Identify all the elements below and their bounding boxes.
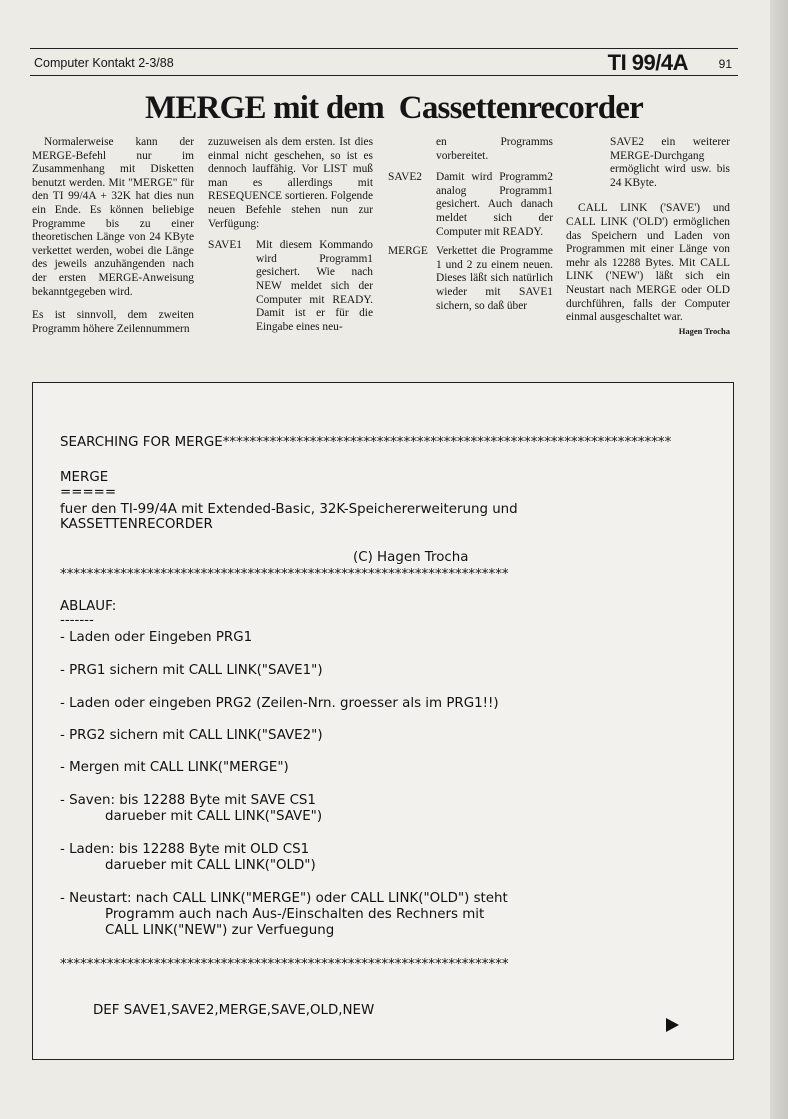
- listing-line: CALL LINK("NEW") zur Verfuegung: [105, 923, 335, 938]
- definition-term: SAVE2: [388, 171, 422, 184]
- def-line: DEF SAVE1,SAVE2,MERGE,SAVE,OLD,NEW: [93, 1003, 375, 1018]
- article-title: MERGE mit dem Cassettenrecorder: [145, 90, 643, 126]
- definition-text: Damit wird Programm2 analog Programm1 gesichert. Auch danach meldet sich der Computer mit READY.: [436, 171, 553, 238]
- listing-line: KASSETTENRECORDER: [60, 517, 213, 532]
- article-column-1: [32, 136, 194, 336]
- paragraph: en Programms vorbereitet.: [436, 136, 553, 162]
- listing-line: =====: [60, 485, 117, 500]
- listing-line: darueber mit CALL LINK("OLD"): [105, 858, 316, 873]
- copyright-line: (C) Hagen Trocha: [353, 550, 469, 565]
- listing-line: - PRG1 sichern mit CALL LINK("SAVE1"): [60, 663, 323, 678]
- article-column-3: [388, 136, 553, 313]
- article-column-4: [566, 136, 730, 338]
- definition-save2: [388, 171, 553, 239]
- definition-term: MERGE: [388, 245, 428, 258]
- definition-merge: [388, 245, 553, 313]
- listing-line: fuer den TI-99/4A mit Extended-Basic, 32K-Speichererweiterung und: [60, 502, 518, 517]
- paragraph: Es ist sinnvoll, dem zweiten Programm höhere Zeilennummern: [32, 309, 194, 335]
- listing-line: - Saven: bis 12288 Byte mit SAVE CS1: [60, 793, 316, 808]
- page-header: [30, 48, 738, 76]
- definition-save1: [208, 239, 373, 334]
- paragraph: SAVE2 ein weiterer MERGE-Durchgang ermöglicht wird usw. bis 24 KByte.: [610, 136, 730, 189]
- definition-text: Verkettet die Programme 1 und 2 zu einem neuen. Dieses läßt sich natürlich wieder mit SAVE1 sichern, so daß über: [436, 245, 553, 312]
- listing-line: - Laden oder eingeben PRG2 (Zeilen-Nrn. groesser als im PRG1!!): [60, 696, 499, 711]
- author-signature: Hagen Trocha: [678, 325, 730, 336]
- listing-line: darueber mit CALL LINK("SAVE"): [105, 809, 323, 824]
- play-arrow-icon: [666, 1018, 679, 1032]
- listing-line: ABLAUF:: [60, 599, 117, 614]
- listing-line: MERGE: [60, 470, 109, 485]
- listing-line: -------: [60, 613, 94, 628]
- listing-line: *******************************************************************: [60, 567, 509, 582]
- program-listing: [32, 382, 734, 1060]
- definition-text: Mit diesem Kommando wird Programm1 gesichert. Wie nach NEW meldet sich der Computer mit READY. Damit ist er für die Eingabe eines neu-: [256, 239, 373, 333]
- listing-line: *******************************************************************: [60, 957, 509, 972]
- paragraph: CALL LINK ('SAVE') und CALL LINK ('OLD') ermöglichen das Speichern und Laden von Programmen mit einer Länge von mehr als 12288 Bytes. Mit CALL LINK ('NEW') läßt sich ein Neustart nach MERGE oder OLD durchführen, falls der Computer einmal ausgeschaltet war.: [566, 202, 730, 324]
- page-edge: [770, 0, 788, 1119]
- listing-line: - Laden oder Eingeben PRG1: [60, 630, 253, 645]
- page-number: 91: [718, 57, 732, 71]
- section-title: TI 99/4A: [607, 50, 688, 75]
- article-column-2: [208, 136, 373, 334]
- magazine-issue: Computer Kontakt 2-3/88: [34, 56, 174, 70]
- paragraph: Normalerweise kann der MERGE-Befehl nur im Zusammenhang mit Disketten benutzt werden. Mit "MERGE" für den TI 99/4A + 32K hat dies nun ein Ende. Es können beliebige Programme bis zu einer theoretischen Länge von 24 KByte verkettet werden, wobei die Länge des jeweils anzuhängenden nach der ersten MERGE-Anweisung bekanntgegeben wird.: [32, 136, 194, 298]
- listing-line: - Mergen mit CALL LINK("MERGE"): [60, 760, 289, 775]
- listing-line: - PRG2 sichern mit CALL LINK("SAVE2"): [60, 728, 323, 743]
- paragraph: zuzuweisen als dem ersten. Ist dies einmal nicht geschehen, so ist es dennoch lauffähig. Vor LIST muß man es allerdings mit RESEQUENCE sortieren. Folgende neuen Befehle stehen nun zur Verfügung:: [208, 136, 373, 230]
- listing-line: - Neustart: nach CALL LINK("MERGE") oder CALL LINK("OLD") steht: [60, 891, 508, 906]
- listing-line: - Laden: bis 12288 Byte mit OLD CS1: [60, 842, 310, 857]
- definition-term: SAVE1: [208, 239, 242, 252]
- listing-line: SEARCHING FOR MERGE*******************************************************************: [60, 435, 672, 450]
- listing-line: Programm auch nach Aus-/Einschalten des Rechners mit: [105, 907, 485, 922]
